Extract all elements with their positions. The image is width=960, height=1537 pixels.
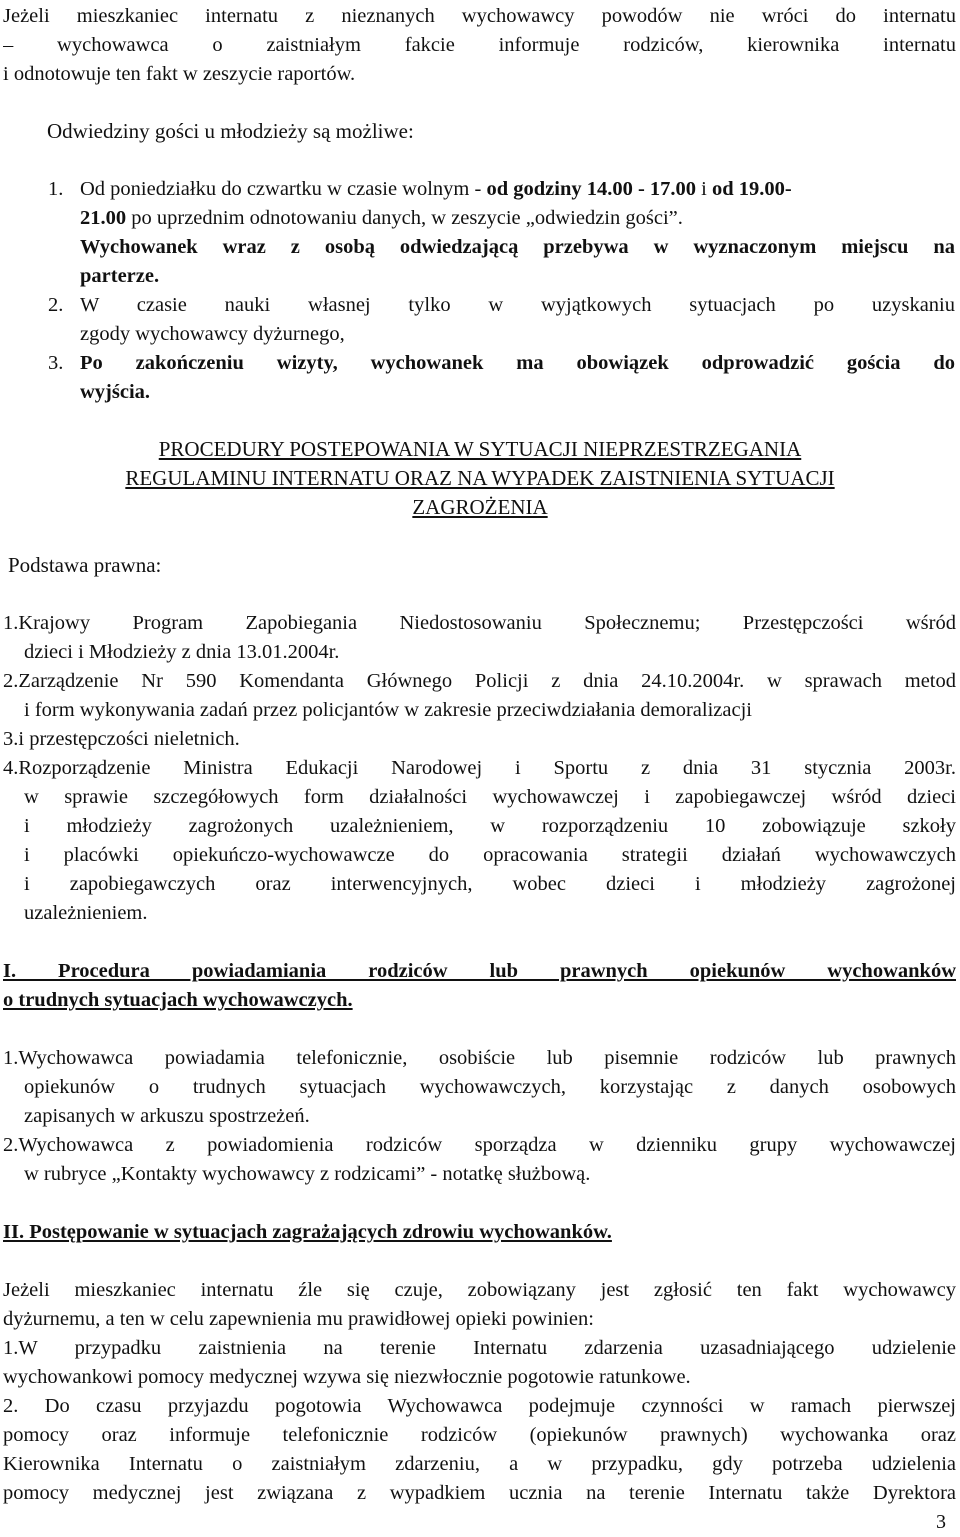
section-2-item-1-line-1: 1.W przypadku zaistnienia na terenie Internatu zdarzenia uzasadniającego udzielenie [3, 1337, 956, 1359]
section-2-paragraph-line-1: Jeżeli mieszkaniec internatu źle się czuje, zobowiązany jest zgłosić ten fakt wychowawcy [3, 1279, 956, 1301]
section-2-item-2-line-4: pomocy medycznej jest związana z wypadkiem ucznia na terenie Internatu także Dyrektora [3, 1482, 956, 1504]
legal-basis-4-line-1: 4.Rozporządzenie Ministra Edukacji Narodowej i Sportu z dnia 31 stycznia 2003r. [3, 757, 956, 779]
section-2-title: II. Postępowanie w sytuacjach zagrażających zdrowiu wychowanków. [3, 1221, 612, 1243]
section-2-item-1-line-2: wychowankowi pomocy medycznej wzywa się niezwłocznie pogotowie ratunkowe. [3, 1366, 691, 1388]
section-2-item-2-line-1: 2. Do czasu przyjazdu pogotowia Wychowawca podejmuje czynności w ramach pierwszej [3, 1395, 956, 1417]
legal-basis-heading: Podstawa prawna: [8, 553, 162, 577]
legal-basis-4-line-3: i młodzieży zagrożonych uzależnieniem, w rozporządzeniu 10 zobowiązuje szkoły [24, 815, 956, 837]
legal-basis-4-line-5: i zapobiegawczych oraz interwencyjnych, wobec dzieci i młodzieży zagrożonej [24, 873, 956, 895]
legal-basis-2-line-1: 2.Zarządzenie Nr 590 Komendanta Głównego Policji z dnia 24.10.2004r. w sprawach metod [3, 670, 956, 692]
visits-item-1-line-1 [80, 175, 792, 203]
legal-basis-4-line-4: i placówki opiekuńczo-wychowawcze do opracowania strategii działań wychowawczych [24, 844, 956, 866]
visits-item-1-line-4: parterze. [80, 265, 160, 287]
legal-basis-3-line-1: 3.i przestępczości nieletnich. [3, 728, 240, 750]
visits-hours-2-end: 21.00 [80, 207, 127, 229]
visits-hours-2: od 19.00- [712, 178, 792, 200]
visits-hours-1: od godziny 14.00 - 17.00 [486, 178, 697, 200]
intro-line-2: – wychowawca o zaistniałym fakcie informuje rodziców, kierownika internatu [3, 34, 956, 56]
visits-item-1-number: 1. [48, 178, 64, 200]
visits-item-2-line-1: W czasie nauki własnej tylko w wyjątkowych sytuacjach po uzyskaniu [80, 294, 955, 316]
section-1-title-line-1: I. Procedura powiadamiania rodziców lub prawnych opiekunów wychowanków [3, 960, 956, 982]
intro-line-1: Jeżeli mieszkaniec internatu z nieznanych wychowawcy powodów nie wróci do internatu [3, 5, 956, 27]
procedures-title-line-3: ZAGROŻENIA [412, 495, 548, 519]
section-1-item-1-line-3: zapisanych w arkuszu spostrzeżeń. [24, 1105, 310, 1127]
section-1-item-1-line-2: opiekunów o trudnych sytuacjach wychowawczych, korzystając z danych osobowych [24, 1076, 956, 1098]
section-2-item-2-line-3: Kierownika Internatu o zaistniałym zdarzeniu, a w przypadku, gdy potrzeba udzielenia [3, 1453, 956, 1475]
page-number: 3 [936, 1511, 946, 1533]
legal-basis-4-line-6: uzależnieniem. [24, 902, 148, 924]
procedures-title-line-2: REGULAMINU INTERNATU ORAZ NA WYPADEK ZAISTNIENIA SYTUACJI [125, 466, 835, 490]
visits-item-3-line-1: Po zakończeniu wizyty, wychowanek ma obowiązek odprowadzić gościa do [80, 352, 955, 374]
visits-item-1-text-2: po uprzednim odnotowaniu danych, w zeszycie „odwiedzin gości”. [126, 207, 683, 229]
section-1-item-1-line-1: 1.Wychowawca powiadamia telefonicznie, osobiście lub pisemnie rodziców lub prawnych [3, 1047, 956, 1069]
intro-line-3: i odnotowuje ten fakt w zeszycie raportów. [3, 63, 356, 85]
legal-basis-4-line-2: w sprawie szczegółowych form działalności wychowawczej i zapobiegawczej wśród dzieci [24, 786, 956, 808]
legal-basis-2-line-2: i form wykonywania zadań przez policjantów w zakresie przeciwdziałania demoralizacji [24, 699, 752, 721]
procedures-title-line-1: PROCEDURY POSTEPOWANIA W SYTUACJI NIEPRZESTRZEGANIA [158, 437, 802, 461]
visits-item-1-text: Od poniedziałku do czwartku w czasie wolnym - [80, 178, 487, 200]
visits-item-2-line-2: zgody wychowawcy dyżurnego, [80, 323, 345, 345]
section-1-title-line-2: o trudnych sytuacjach wychowawczych. [3, 989, 353, 1011]
visits-conj: i [696, 178, 712, 200]
visits-item-3-line-2: wyjścia. [80, 381, 151, 403]
visits-item-2-number: 2. [48, 294, 64, 316]
section-1-item-2-line-1: 2.Wychowawca z powiadomienia rodziców sporządza w dzienniku grupy wychowawczej [3, 1134, 956, 1156]
visits-item-1-line-2 [80, 204, 683, 232]
legal-basis-1-line-2: dzieci i Młodzieży z dnia 13.01.2004r. [24, 641, 340, 663]
section-1-item-2-line-2: w rubryce „Kontakty wychowawcy z rodzicami” - notatkę służbową. [24, 1163, 591, 1185]
visits-item-1-line-3: Wychowanek wraz z osobą odwiedzającą przebywa w wyznaczonym miejscu na [80, 236, 955, 258]
visits-heading: Odwiedziny gości u młodzieży są możliwe: [47, 119, 414, 143]
section-2-item-2-line-2: pomocy oraz informuje telefonicznie rodziców (opiekunów prawnych) wychowanka oraz [3, 1424, 956, 1446]
visits-item-3-number: 3. [48, 352, 64, 374]
legal-basis-1-line-1: 1.Krajowy Program Zapobiegania Niedostosowaniu Społecznemu; Przestępczości wśród [3, 612, 956, 634]
section-2-paragraph-line-2: dyżurnemu, a ten w celu zapewnienia mu prawidłowej opieki powinien: [3, 1308, 594, 1330]
